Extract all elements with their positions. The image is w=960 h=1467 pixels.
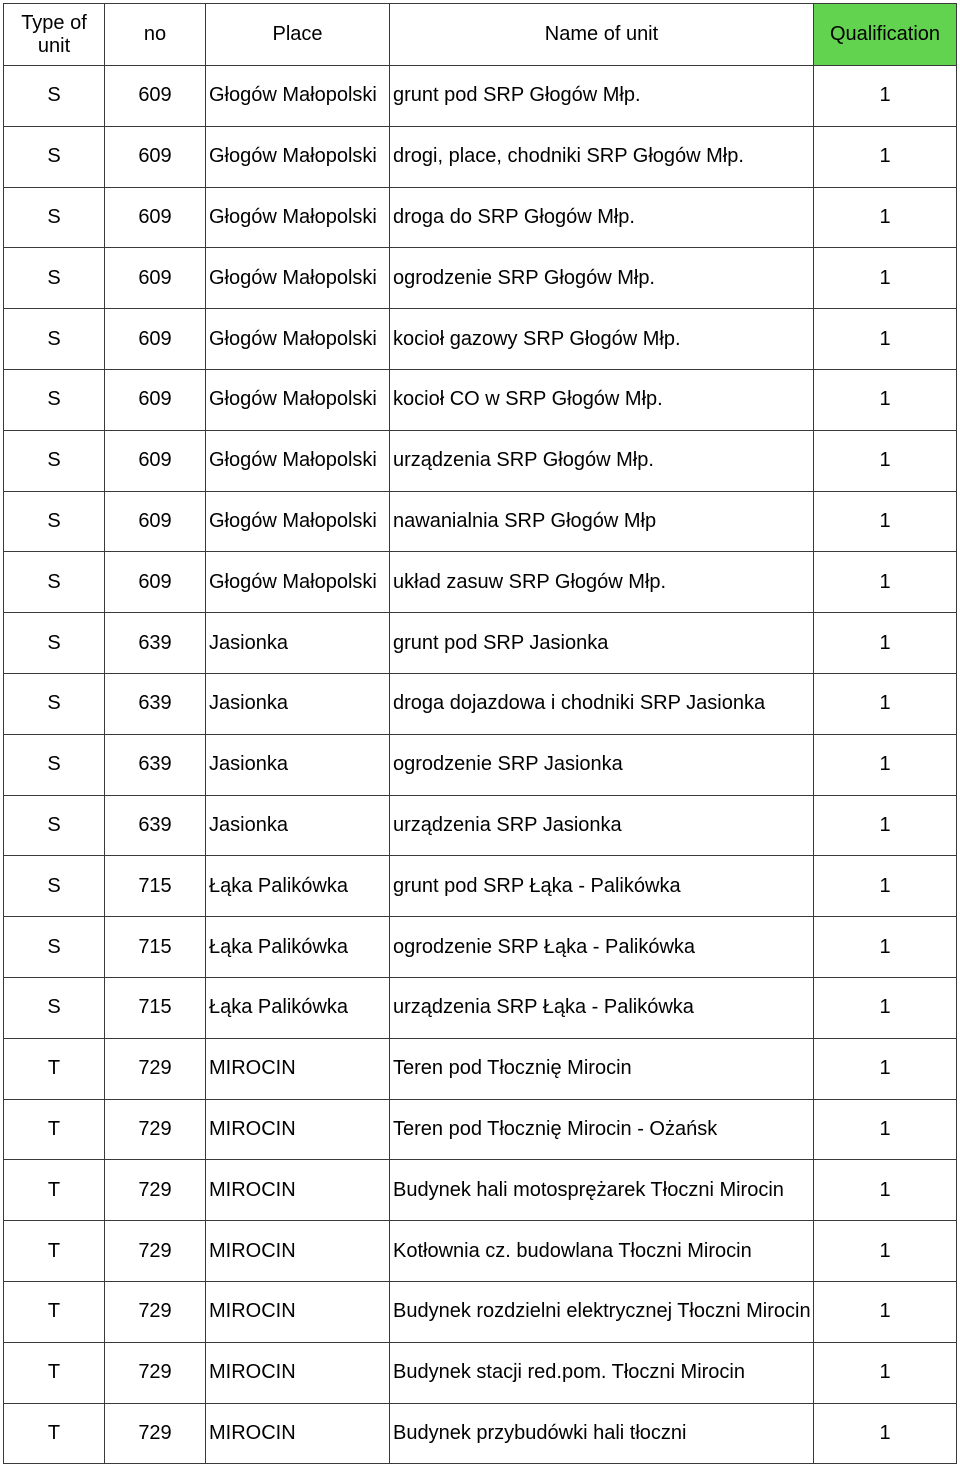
cell-qualification: 1 <box>814 1221 957 1282</box>
cell-place: Łąka Palikówka <box>206 917 390 978</box>
cell-qualification: 1 <box>814 491 957 552</box>
table-row <box>4 552 957 613</box>
cell-no: 729 <box>105 1099 206 1160</box>
cell-type: S <box>4 734 105 795</box>
cell-place: MIROCIN <box>206 1160 390 1221</box>
cell-place: Głogów Małopolski <box>206 552 390 613</box>
table-body <box>4 66 957 1464</box>
cell-place: Głogów Małopolski <box>206 309 390 370</box>
cell-type: S <box>4 491 105 552</box>
cell-place: MIROCIN <box>206 1403 390 1464</box>
cell-type: T <box>4 1342 105 1403</box>
cell-place: Jasionka <box>206 613 390 674</box>
cell-type: S <box>4 126 105 187</box>
cell-type: S <box>4 795 105 856</box>
cell-name: ogrodzenie SRP Jasionka <box>390 734 814 795</box>
table-row <box>4 734 957 795</box>
cell-type: T <box>4 1281 105 1342</box>
cell-type: S <box>4 552 105 613</box>
header-no: no <box>105 4 206 66</box>
cell-name: grunt pod SRP Jasionka <box>390 613 814 674</box>
table-row <box>4 187 957 248</box>
cell-place: Łąka Palikówka <box>206 977 390 1038</box>
cell-no: 715 <box>105 856 206 917</box>
cell-no: 639 <box>105 613 206 674</box>
table-row <box>4 673 957 734</box>
cell-name: urządzenia SRP Łąka - Palikówka <box>390 977 814 1038</box>
cell-qualification: 1 <box>814 126 957 187</box>
cell-no: 729 <box>105 1038 206 1099</box>
table-row <box>4 795 957 856</box>
cell-name: Teren pod Tłocznię Mirocin <box>390 1038 814 1099</box>
cell-name: Budynek hali motosprężarek Tłoczni Mirocin <box>390 1160 814 1221</box>
cell-type: S <box>4 309 105 370</box>
table-row <box>4 491 957 552</box>
cell-qualification: 1 <box>814 187 957 248</box>
cell-name: ogrodzenie SRP Głogów Młp. <box>390 248 814 309</box>
cell-no: 609 <box>105 369 206 430</box>
cell-type: T <box>4 1221 105 1282</box>
table-row <box>4 1221 957 1282</box>
cell-type: S <box>4 248 105 309</box>
header-row <box>4 4 957 66</box>
cell-no: 729 <box>105 1342 206 1403</box>
cell-place: MIROCIN <box>206 1281 390 1342</box>
cell-no: 639 <box>105 734 206 795</box>
cell-name: układ zasuw SRP Głogów Młp. <box>390 552 814 613</box>
table-row <box>4 1281 957 1342</box>
cell-place: MIROCIN <box>206 1038 390 1099</box>
cell-name: Budynek przybudówki hali tłoczni <box>390 1403 814 1464</box>
cell-place: Jasionka <box>206 673 390 734</box>
cell-type: S <box>4 856 105 917</box>
header-qualification: Qualification <box>814 4 957 66</box>
cell-place: Głogów Małopolski <box>206 430 390 491</box>
cell-qualification: 1 <box>814 795 957 856</box>
cell-type: T <box>4 1403 105 1464</box>
table-row <box>4 248 957 309</box>
cell-no: 609 <box>105 491 206 552</box>
cell-qualification: 1 <box>814 1099 957 1160</box>
header-place: Place <box>206 4 390 66</box>
cell-place: Głogów Małopolski <box>206 369 390 430</box>
cell-qualification: 1 <box>814 248 957 309</box>
cell-no: 609 <box>105 187 206 248</box>
cell-qualification: 1 <box>814 1403 957 1464</box>
cell-place: Głogów Małopolski <box>206 248 390 309</box>
header-name-of-unit: Name of unit <box>390 4 814 66</box>
cell-name: nawanialnia SRP Głogów Młp <box>390 491 814 552</box>
cell-qualification: 1 <box>814 66 957 127</box>
cell-no: 609 <box>105 66 206 127</box>
cell-qualification: 1 <box>814 917 957 978</box>
cell-type: S <box>4 977 105 1038</box>
cell-name: droga dojazdowa i chodniki SRP Jasionka <box>390 673 814 734</box>
cell-qualification: 1 <box>814 977 957 1038</box>
cell-no: 609 <box>105 126 206 187</box>
cell-qualification: 1 <box>814 1342 957 1403</box>
cell-qualification: 1 <box>814 309 957 370</box>
cell-name: kocioł CO w SRP Głogów Młp. <box>390 369 814 430</box>
cell-place: Głogów Małopolski <box>206 66 390 127</box>
table-header <box>4 4 957 66</box>
cell-place: Głogów Małopolski <box>206 126 390 187</box>
cell-name: urządzenia SRP Głogów Młp. <box>390 430 814 491</box>
cell-place: MIROCIN <box>206 1221 390 1282</box>
cell-type: T <box>4 1160 105 1221</box>
cell-place: Łąka Palikówka <box>206 856 390 917</box>
cell-name: urządzenia SRP Jasionka <box>390 795 814 856</box>
cell-qualification: 1 <box>814 613 957 674</box>
cell-no: 715 <box>105 977 206 1038</box>
table-row <box>4 1342 957 1403</box>
cell-type: T <box>4 1038 105 1099</box>
cell-no: 609 <box>105 552 206 613</box>
cell-qualification: 1 <box>814 1160 957 1221</box>
cell-place: Głogów Małopolski <box>206 187 390 248</box>
header-type-of-unit: Type of unit <box>4 4 105 66</box>
cell-name: ogrodzenie SRP Łąka - Palikówka <box>390 917 814 978</box>
table-row <box>4 1038 957 1099</box>
cell-qualification: 1 <box>814 552 957 613</box>
cell-name: Budynek stacji red.pom. Tłoczni Mirocin <box>390 1342 814 1403</box>
cell-place: MIROCIN <box>206 1099 390 1160</box>
table-row <box>4 977 957 1038</box>
table-row <box>4 66 957 127</box>
cell-type: S <box>4 917 105 978</box>
cell-type: T <box>4 1099 105 1160</box>
cell-type: S <box>4 187 105 248</box>
cell-no: 715 <box>105 917 206 978</box>
table-row <box>4 1403 957 1464</box>
cell-no: 609 <box>105 430 206 491</box>
table-row <box>4 917 957 978</box>
cell-place: Głogów Małopolski <box>206 491 390 552</box>
table-row <box>4 613 957 674</box>
cell-name: grunt pod SRP Głogów Młp. <box>390 66 814 127</box>
cell-type: S <box>4 613 105 674</box>
cell-place: Jasionka <box>206 734 390 795</box>
cell-name: kocioł gazowy SRP Głogów Młp. <box>390 309 814 370</box>
cell-name: Kotłownia cz. budowlana Tłoczni Mirocin <box>390 1221 814 1282</box>
cell-type: S <box>4 369 105 430</box>
cell-type: S <box>4 430 105 491</box>
cell-no: 609 <box>105 248 206 309</box>
cell-no: 729 <box>105 1221 206 1282</box>
cell-name: Teren pod Tłocznię Mirocin - Ożańsk <box>390 1099 814 1160</box>
cell-qualification: 1 <box>814 734 957 795</box>
cell-qualification: 1 <box>814 430 957 491</box>
cell-name: drogi, place, chodniki SRP Głogów Młp. <box>390 126 814 187</box>
table-row <box>4 369 957 430</box>
cell-no: 639 <box>105 673 206 734</box>
cell-type: S <box>4 673 105 734</box>
cell-place: Jasionka <box>206 795 390 856</box>
cell-no: 639 <box>105 795 206 856</box>
cell-type: S <box>4 66 105 127</box>
cell-qualification: 1 <box>814 369 957 430</box>
cell-name: droga do SRP Głogów Młp. <box>390 187 814 248</box>
table-row <box>4 1160 957 1221</box>
table-row <box>4 1099 957 1160</box>
cell-no: 729 <box>105 1281 206 1342</box>
table-row <box>4 430 957 491</box>
cell-no: 729 <box>105 1160 206 1221</box>
units-table <box>3 3 957 1464</box>
cell-no: 729 <box>105 1403 206 1464</box>
cell-name: Budynek rozdzielni elektrycznej Tłoczni Mirocin <box>390 1281 814 1342</box>
cell-qualification: 1 <box>814 1281 957 1342</box>
cell-name: grunt pod SRP Łąka - Palikówka <box>390 856 814 917</box>
cell-qualification: 1 <box>814 1038 957 1099</box>
table-row <box>4 126 957 187</box>
cell-qualification: 1 <box>814 856 957 917</box>
cell-no: 609 <box>105 309 206 370</box>
cell-place: MIROCIN <box>206 1342 390 1403</box>
cell-qualification: 1 <box>814 673 957 734</box>
table-row <box>4 309 957 370</box>
table-row <box>4 856 957 917</box>
